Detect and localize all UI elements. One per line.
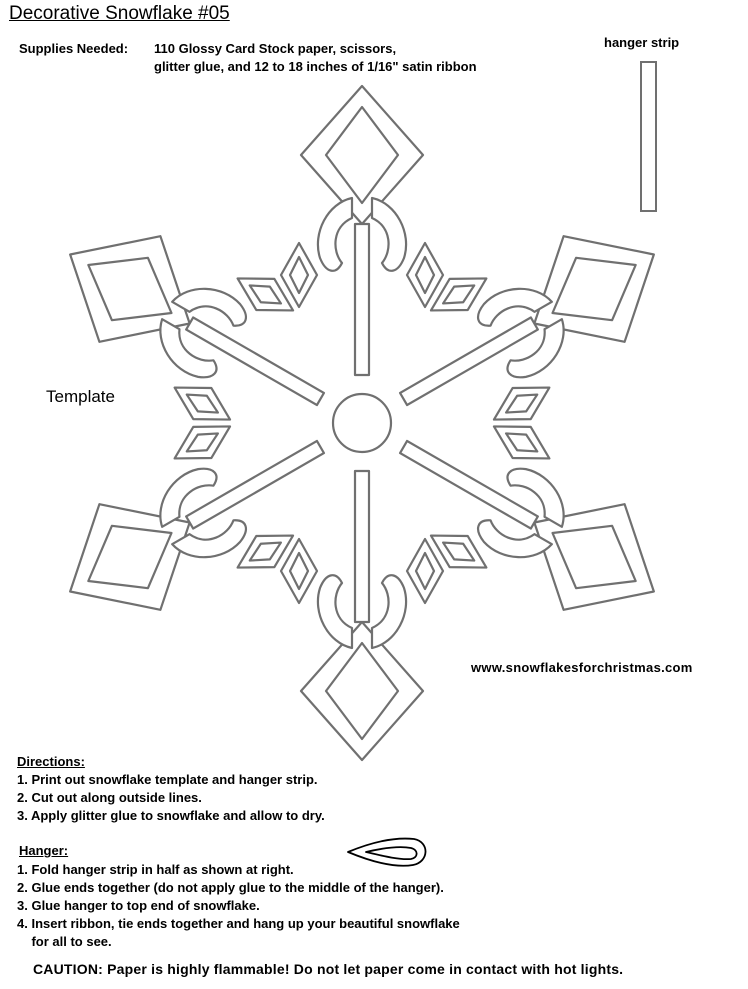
caution-note: CAUTION: Paper is highly flammable! Do not let paper come in contact with hot lights.	[33, 961, 624, 977]
supplies-label: Supplies Needed:	[19, 41, 129, 56]
snowflake-arms	[30, 86, 695, 760]
supplies-line-2: glitter glue, and 12 to 18 inches of 1/16" satin ribbon	[154, 59, 477, 74]
arm-bottom	[281, 471, 443, 760]
hanger-strip-label: hanger strip	[604, 35, 680, 50]
directions-title: Directions:	[17, 754, 85, 769]
supplies-line-1: 110 Glossy Card Stock paper, scissors,	[154, 41, 397, 56]
folded-hanger-icon	[348, 839, 426, 866]
arm-top	[281, 86, 443, 375]
snowflake-center	[333, 394, 391, 452]
hanger-step-4-continued: for all to see.	[17, 934, 112, 949]
hanger-step-3: 3. Glue hanger to top end of snowflake.	[17, 898, 260, 913]
directions-step-2: 2. Cut out along outside lines.	[17, 790, 202, 805]
directions-step-3: 3. Apply glitter glue to snowflake and allow to dry.	[17, 808, 325, 823]
template-label: Template	[46, 387, 115, 406]
page-title: Decorative Snowflake #05	[9, 3, 230, 24]
hanger-step-1: 1. Fold hanger strip in half as shown at right.	[17, 862, 294, 877]
website-url: www.snowflakesforchristmas.com	[471, 660, 693, 675]
hanger-step-2: 2. Glue ends together (do not apply glue to the middle of the hanger).	[17, 880, 444, 895]
directions-step-1: 1. Print out snowflake template and hanger strip.	[17, 772, 318, 787]
hanger-step-4: 4. Insert ribbon, tie ends together and hang up your beautiful snowflake	[17, 916, 460, 931]
hanger-title: Hanger:	[19, 843, 69, 858]
